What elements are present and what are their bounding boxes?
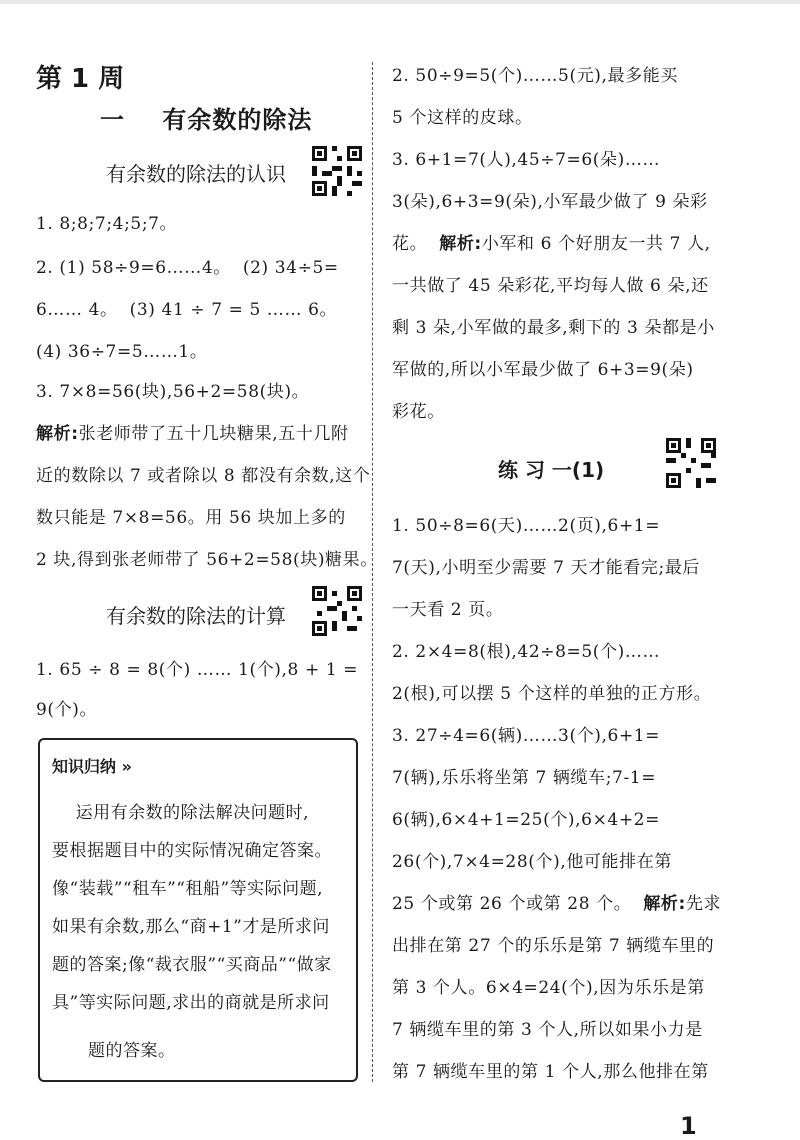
answer-r2-line-2: 5 个这样的皮球。 [392,108,533,128]
ex1-answer-2-line-2: 2(根),可以摆 5 个这样的单独的正方形。 [392,684,712,704]
qr-code-icon [666,438,716,488]
answer-r3-line-1: 3. 6+1=7(人),45÷7=6(朵)…… [392,150,661,170]
ex1-answer-3-end: 25 个或第 26 个或第 28 个。 [392,894,644,914]
answer-2-line-3: (4) 36÷7=5……1。 [36,342,208,362]
page-number: 1 [680,1112,697,1140]
calc-answer-1-line-2: 9(个)。 [36,700,98,720]
ex1-analysis-line-4: 第 7 辆缆车里的第 1 个人,那么他排在第 [392,1062,709,1082]
qr-code-icon [312,146,362,196]
summary-line-7: 题的答案。 [88,1041,176,1061]
ex1-answer-1-line-1: 1. 50÷8=6(天)……2(页),6+1= [392,516,661,536]
ex1-answer-3-line-3: 6(辆),6×4+1=25(个),6×4+2= [392,810,660,830]
analysis-text: 张老师带了五十几块糖果,五十几附 [78,424,349,444]
knowledge-summary-title [52,754,132,777]
summary-line-2: 要根据题目中的实际情况确定答案。 [52,841,332,861]
qr-code-icon [312,586,362,636]
ex1-answer-1-line-3: 一天看 2 页。 [392,600,504,620]
analysis-r-line-4: 彩花。 [392,402,445,422]
knowledge-summary-box [38,738,358,1082]
analysis-line-4: 2 块,得到张老师带了 56+2=58(块)糖果。 [36,550,378,570]
ex1-answer-3-line-2: 7(辆),乐乐将坐第 7 辆缆车;7-1= [392,768,657,788]
analysis-text: 先求 [685,894,722,914]
analysis-r-line-1: 一共做了 45 朵彩花,平均每人做 6 朵,还 [392,276,709,296]
answer-r2-line-1: 2. 50÷9=5(个)……5(元),最多能买 [392,66,678,86]
analysis-r-line-3: 军做的,所以小军最少做了 6+3=9(朵) [392,360,694,380]
ex1-analysis-line-1: 出排在第 27 个的乐乐是第 7 辆缆车里的 [392,936,715,956]
summary-line-6: 具”等实际问题,求出的商就是所求问 [52,993,330,1013]
section-title-calculation: 有余数的除法的计算 [106,604,286,628]
summary-line-3: 像“装载”“租车”“租船”等实际问题, [52,879,324,899]
analysis-text: 小军和 6 个好朋友一共 7 人, [481,234,711,254]
section-title-exercise-1: 练 习 一(1) [498,458,605,482]
page-top-edge [0,0,800,4]
answer-r3-line-2: 3(朵),6+3=9(朵),小军最少做了 9 朵彩 [392,192,708,212]
answer-2-line-2: 6…… 4。 (3) 41 ÷ 7 = 5 …… 6。 [36,300,338,320]
double-chevron-icon: » [121,757,132,776]
ex1-answer-3-line-4: 26(个),7×4=28(个),他可能排在第 [392,852,672,872]
analysis-label: 解析: [643,894,686,914]
section-title-recognition: 有余数的除法的认识 [106,162,286,186]
analysis-r-line-2: 剩 3 朵,小军做的最多,剩下的 3 朵都是小 [392,318,715,338]
answer-3: 3. 7×8=56(块),56+2=58(块)。 [36,382,310,402]
calc-answer-1-line-1: 1. 65 ÷ 8 = 8(个) …… 1(个),8 + 1 = [36,660,359,680]
ex1-analysis-line-3: 7 辆缆车里的第 3 个人,所以如果小力是 [392,1020,703,1040]
analysis-line-1 [36,424,349,444]
summary-line-4: 如果有余数,那么“商+1”才是所求问 [52,917,330,937]
answer-2-line-1: 2. (1) 58÷9=6……4。 (2) 34÷5= [36,258,339,278]
ex1-answer-3-line-1: 3. 27÷4=6(辆)……3(个),6+1= [392,726,661,746]
answer-r3-end: 花。 [392,234,440,254]
analysis-line-2: 近的数除以 7 或者除以 8 都没有余数,这个 [36,466,371,486]
week-heading: 第 1 周 [36,64,125,94]
ex1-answer-1-line-2: 7(天),小明至少需要 7 天才能看完;最后 [392,558,701,578]
summary-line-1: 运用有余数的除法解决问题时, [52,803,310,823]
summary-line-5: 题的答案;像“裁衣服”“买商品”“做家 [52,955,332,975]
ex1-analysis-line-2: 第 3 个人。6×4=24(个),因为乐乐是第 [392,978,705,998]
ex1-answer-2-line-1: 2. 2×4=8(根),42÷8=5(个)…… [392,642,661,662]
analysis-label: 解析: [439,234,482,254]
analysis-label: 解析: [36,424,79,444]
analysis-line-3: 数只能是 7×8=56。用 56 块加上多的 [36,508,346,528]
answer-r3-line-3 [392,234,711,254]
answer-1: 1. 8;8;7;4;5;7。 [36,214,178,234]
knowledge-summary-label: 知识归纳 [52,757,117,776]
ex1-answer-3-line-5 [392,894,721,914]
column-divider [372,62,373,1082]
unit-title: 一 有余数的除法 [100,106,313,134]
